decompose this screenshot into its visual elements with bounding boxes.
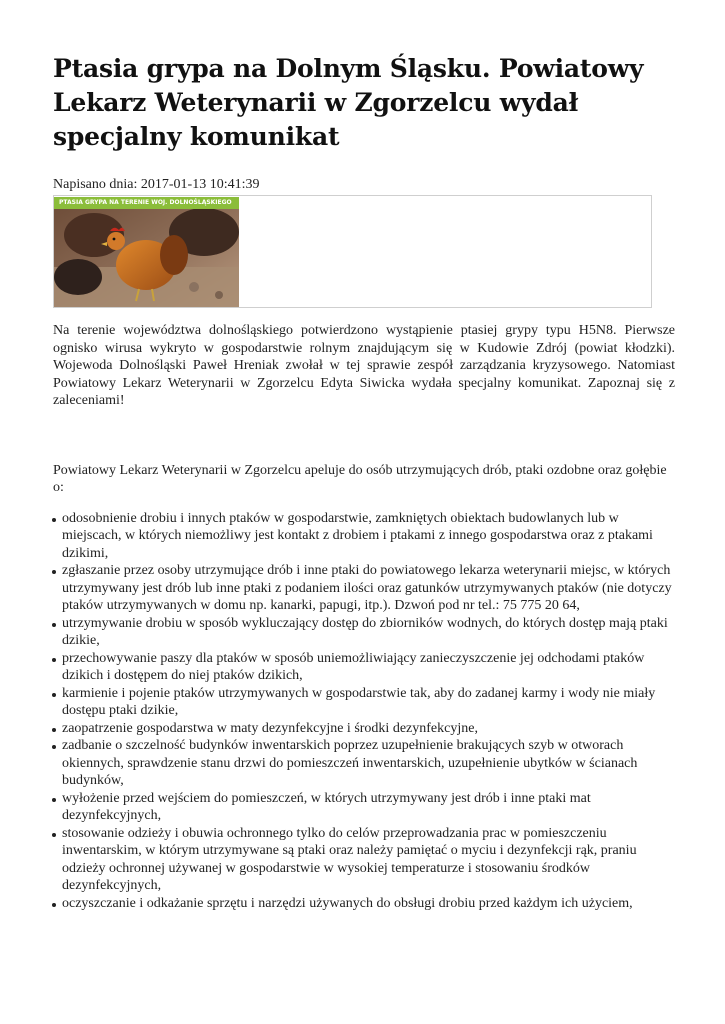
article-image-frame — [53, 195, 652, 308]
image-banner: PTASIA GRYPA NA TERENIE WOJ. DOLNOŚLĄSKIEGO — [54, 197, 239, 209]
publish-date: Napisano dnia: 2017-01-13 10:41:39 — [53, 177, 260, 192]
list-item: oczyszczanie i odkażanie sprzętu i narzędzi używanych do obsługi drobiu przed każdym ich użyciem, — [53, 895, 675, 913]
hens-photo — [54, 197, 239, 307]
list-item: stosowanie odzieży i obuwia ochronnego tylko do celów przeprowadzania prac w pomieszczeniu inwentarskim, w którym utrzymywane są ptaki oraz należy pamiętać o myciu i dezynfekcji rąk, praniu odzieży ochronnej używanej w gospodarstwie w wysokiej temperaturze i stosowaniu środków dezynfekcyjnych, — [53, 825, 675, 895]
intro-paragraph: Na terenie województwa dolnośląskiego potwierdzono wystąpienie ptasiej grypy typu H5N8. Pierwsze ognisko wirusa wykryto w gospodarstwie rolnym znajdującym się w Kudowie Zdrój (powiat kłodzki). Wojewoda Dolnośląski Paweł Hreniak zwołał w tej sprawie zespół zarządzania kryzysowego. Natomiast Powiatowy Lekarz Weterynarii w Zgorzelcu Edyta Siwicka wydała specjalny komunikat. Zapoznaj się z zaleceniami! — [53, 323, 675, 408]
article — [53, 52, 675, 912]
hens-illustration — [54, 197, 239, 307]
list-item: karmienie i pojenie ptaków utrzymywanych w gospodarstwie tak, aby do zadanej karmy i wody nie miały dostępu ptaki dzikie, — [53, 685, 675, 720]
list-item: wyłożenie przed wejściem do pomieszczeń, w których utrzymywany jest drób i inne ptaki mat dezynfekcyjnych, — [53, 790, 675, 825]
list-item: zadbanie o szczelność budynków inwentarskich poprzez uzupełnienie brakujących szyb w otworach okiennych, sprawdzenie stanu drzwi do pomieszczeń inwentarskich, uzupełnienie ubytków w ścianach budynków, — [53, 737, 675, 790]
article-title: Ptasia grypa na Dolnym Śląsku. Powiatowy Lekarz Weterynarii w Zgorzelcu wydał specjalny komunikat — [53, 54, 644, 151]
list-item: odosobnienie drobiu i innych ptaków w gospodarstwie, zamkniętych obiektach budowlanych lub w miejscach, w których niemożliwy jest kontakt z drobiem i ptakami z innego gospodarstwa oraz z ptakami dzikimi, — [53, 510, 675, 563]
list-item: utrzymywanie drobiu w sposób wykluczający dostęp do zbiorników wodnych, do których dostęp mają ptaki dzikie, — [53, 615, 675, 650]
list-item: zaopatrzenie gospodarstwa w maty dezynfekcyjne i środki dezynfekcyjne, — [53, 720, 675, 738]
list-item: przechowywanie paszy dla ptaków w sposób uniemożliwiający zanieczyszczenie jej odchodami ptaków dzikich i dostępem do niej ptaków dzikich, — [53, 650, 675, 685]
appeal-paragraph: Powiatowy Lekarz Weterynarii w Zgorzelcu apeluje do osób utrzymujących drób, ptaki ozdobne oraz gołębie o: — [53, 462, 667, 495]
recommendations-list — [53, 510, 675, 913]
list-item: zgłaszanie przez osoby utrzymujące drób i inne ptaki do powiatowego lekarza weterynarii miejsc, w których utrzymywany jest drób lub inne ptaki z podaniem ilości oraz gatunków utrzymywanych ptaków (nie dotyczy ptaków utrzymywanych w domu np. kanarki, papugi, itp.). Dzwoń pod nr tel.: 75 775 20 64, — [53, 562, 675, 615]
